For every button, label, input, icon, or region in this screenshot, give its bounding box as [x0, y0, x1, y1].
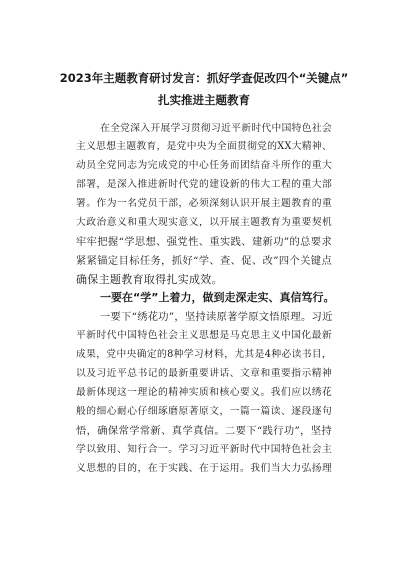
- paragraph-2-line: 成果，党中央确定的8种学习材料，尤其是4种必读书目，: [76, 349, 332, 360]
- paragraph-1-line: 确保主题教育取得扎实成效。: [76, 273, 223, 286]
- document-title-line-1: 2023年主题教育研讨发言：抓好学查促改四个“关键点”: [59, 71, 349, 85]
- paragraph-1-line: 主义思想主题教育，是党中央为全面贯彻党的XX大精神、: [76, 141, 332, 152]
- paragraph-1-line: 大政治意义和重大现实意义，以开展主题教育为重要契机: [76, 217, 332, 228]
- section-heading-1: 一要在“学”上着力，做到走深走实、真信笃行。: [100, 291, 335, 304]
- paragraph-2-line: 以及习近平总书记的最新重要讲话、文章和重要指示精神: [76, 368, 332, 379]
- paragraph-1-line: 部署，是深入推进新时代党的建设新的伟大工程的重大部: [76, 179, 332, 190]
- paragraph-2-line: 最新体现这一理论的精神实质和核心要义。我们应以绣花: [76, 387, 332, 398]
- paragraph-2-line: 义思想的目的，在于实践、在于运用。我们当大力弘扬理: [76, 463, 332, 474]
- paragraph-1-line: 在全党深入开展学习贯彻习近平新时代中国特色社会: [100, 123, 332, 134]
- paragraph-2-line: 般的细心耐心仔细琢磨原著原文，一篇一篇读、逐段逐句: [76, 406, 332, 417]
- paragraph-2-line: 平新时代中国特色社会主义思想是马克思主义中国化最新: [76, 330, 332, 341]
- paragraph-2-line: 一要下“绣花功”，坚持读原著学原文悟原理。习近: [100, 311, 333, 323]
- paragraph-1-line: 署。作为一名党员干部，必须深刻认识开展主题教育的重: [76, 198, 332, 209]
- paragraph-1-line: 紧紧锚定目标任务，抓好“学、查、促、改”四个关键点: [76, 255, 332, 267]
- paragraph-1-line: 动员全党同志为完成党的中心任务而团结奋斗所作的重大: [76, 160, 332, 171]
- document-title-line-2: 扎实推进主题教育: [158, 93, 250, 107]
- paragraph-2-line: 学以致用、知行合一。学习习近平新时代中国特色社会主: [76, 444, 332, 455]
- paragraph-1-line: 牢牢把握“学思想、强党性、重实践、建新功”的总要求: [76, 236, 332, 248]
- paragraph-2-line: 悟，确保常学常新、真学真信。二要下“践行功”，坚持: [76, 425, 332, 437]
